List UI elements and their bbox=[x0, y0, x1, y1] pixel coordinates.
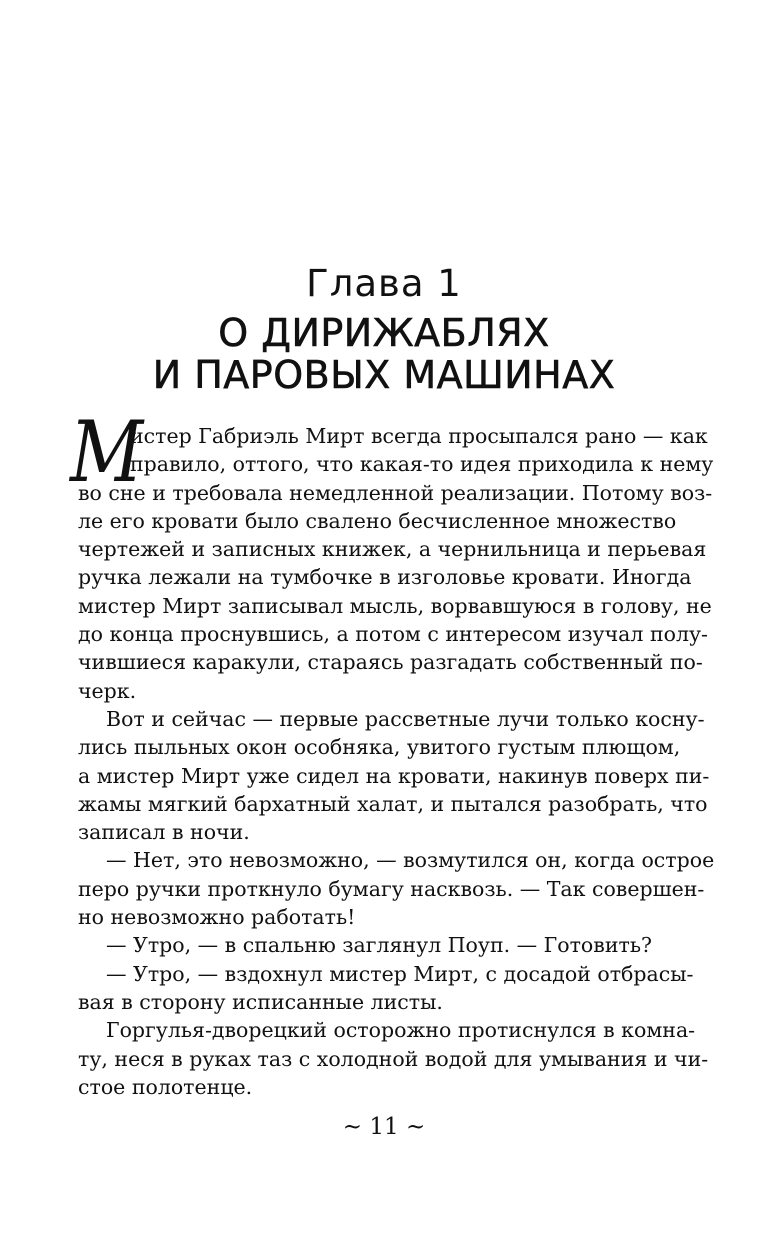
page-number: ~ 11 ~ bbox=[342, 1114, 426, 1140]
chapter-title-line: И ПАРОВЫХ МАШИНАХ bbox=[152, 353, 616, 397]
text-line: черк. bbox=[78, 678, 137, 703]
text-line: ту, неся в руках таз с холодной водой для умывания и чи- bbox=[78, 1046, 709, 1071]
text-line: чертежей и записных книжек, а чернильница и перьевая bbox=[78, 537, 707, 562]
drop-cap: М bbox=[70, 403, 144, 501]
text-line: жамы мягкий бархатный халат, и пытался разобрать, что bbox=[78, 791, 708, 816]
text-line: но невозможно работать! bbox=[78, 905, 356, 930]
text-line: ручка лежали на тумбочке в изголовье кровати. Иногда bbox=[78, 565, 692, 590]
text-line: а мистер Мирт уже сидел на кровати, накинув поверх пи- bbox=[78, 763, 710, 788]
text-line: — Нет, это невозможно, — возмутился он, когда острое bbox=[106, 848, 715, 873]
chapter-title-line: О ДИРИЖАБЛЯХ bbox=[218, 311, 550, 355]
text-line: перо ручки проткнуло бумагу насквозь. — Так совершен- bbox=[78, 876, 705, 901]
text-line: ле его кровати было свалено бесчисленное множество bbox=[78, 508, 677, 533]
text-line: Горгулья-дворецкий осторожно протиснулся в комна- bbox=[106, 1018, 696, 1043]
text-line: мистер Мирт записывал мысль, ворвавшуюся в голову, не bbox=[78, 593, 712, 618]
text-line: во сне и требовала немедленной реализации. Потому воз- bbox=[78, 480, 713, 505]
text-line: записал в ночи. bbox=[78, 820, 250, 845]
text-line: вая в сторону исписанные листы. bbox=[78, 989, 443, 1014]
text-line: лись пыльных окон особняка, увитого густым плющом, bbox=[78, 735, 681, 760]
text-line: Вот и сейчас — первые рассветные лучи только косну- bbox=[106, 706, 705, 731]
text-line: истер Габриэль Мирт всегда просыпался рано — как bbox=[130, 424, 708, 448]
text-line: стое полотенце. bbox=[78, 1074, 253, 1099]
chapter-number: Глава 1 bbox=[306, 262, 462, 305]
text-line: — Утро, — в спальню заглянул Поуп. — Готовить? bbox=[106, 933, 652, 958]
chapter-title bbox=[0, 312, 768, 396]
text-line: — Утро, — вздохнул мистер Мирт, с досадой отбрасы- bbox=[106, 961, 694, 986]
text-line: правило, оттого, что какая-то идея приходила к нему bbox=[130, 452, 714, 477]
body-text bbox=[70, 403, 715, 1101]
text-line: до конца проснувшись, а потом с интересом изучал полу- bbox=[78, 622, 708, 647]
text-line: чившиеся каракули, стараясь разгадать собственный по- bbox=[78, 650, 703, 675]
